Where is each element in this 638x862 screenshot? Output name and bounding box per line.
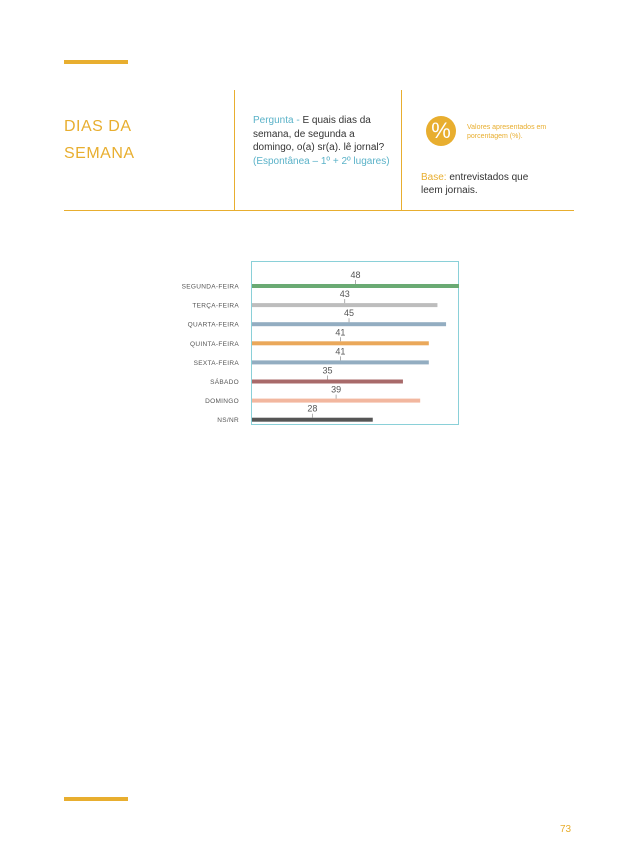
bar-4 [252,360,429,364]
base-label: Base: [421,172,447,183]
category-label-4: SEXTA-FEIRA [193,359,239,367]
question-label: Pergunta - [253,115,303,126]
category-label-3: QUINTA-FEIRA [190,340,239,348]
percent-icon: % [426,116,456,146]
percent-note: Valores apresentados em porcentagem (%). [467,124,547,140]
value-label-3: 41 [335,327,346,338]
bar-3 [252,341,429,345]
value-label-6: 39 [331,384,342,395]
category-label-6: DOMINGO [205,398,239,406]
section-title-line1: DIAS DA [64,118,132,135]
value-label-7: 28 [307,403,318,414]
bottom-accent-bar [64,797,128,801]
question-note: (Espontânea – 1º + 2º lugares) [253,155,390,167]
bar-5 [252,380,403,384]
page-number: 73 [560,824,572,835]
value-label-5: 35 [322,365,333,376]
value-label-2: 45 [344,308,355,319]
category-label-2: QUARTA-FEIRA [187,321,239,329]
category-label-0: SEGUNDA-FEIRA [181,283,239,291]
section-title-line2: SEMANA [64,145,135,162]
category-label-1: TERÇA-FEIRA [192,302,239,310]
category-label-5: SÁBADO [210,379,239,386]
category-label-7: NS/NR [217,417,239,425]
bar-1 [252,303,437,307]
value-label-1: 43 [339,289,350,300]
question-body: E quais dias da semana, de segunda a domingo, o(a) sr(a). lê jornal? [253,115,385,153]
value-label-4: 41 [335,346,346,357]
bar-7 [252,418,373,422]
bar-0 [252,284,459,288]
base-body: entrevistados que leem jornais. [421,172,529,196]
value-label-0: 48 [350,270,361,280]
bar-6 [252,399,420,403]
bar-2 [252,322,446,326]
